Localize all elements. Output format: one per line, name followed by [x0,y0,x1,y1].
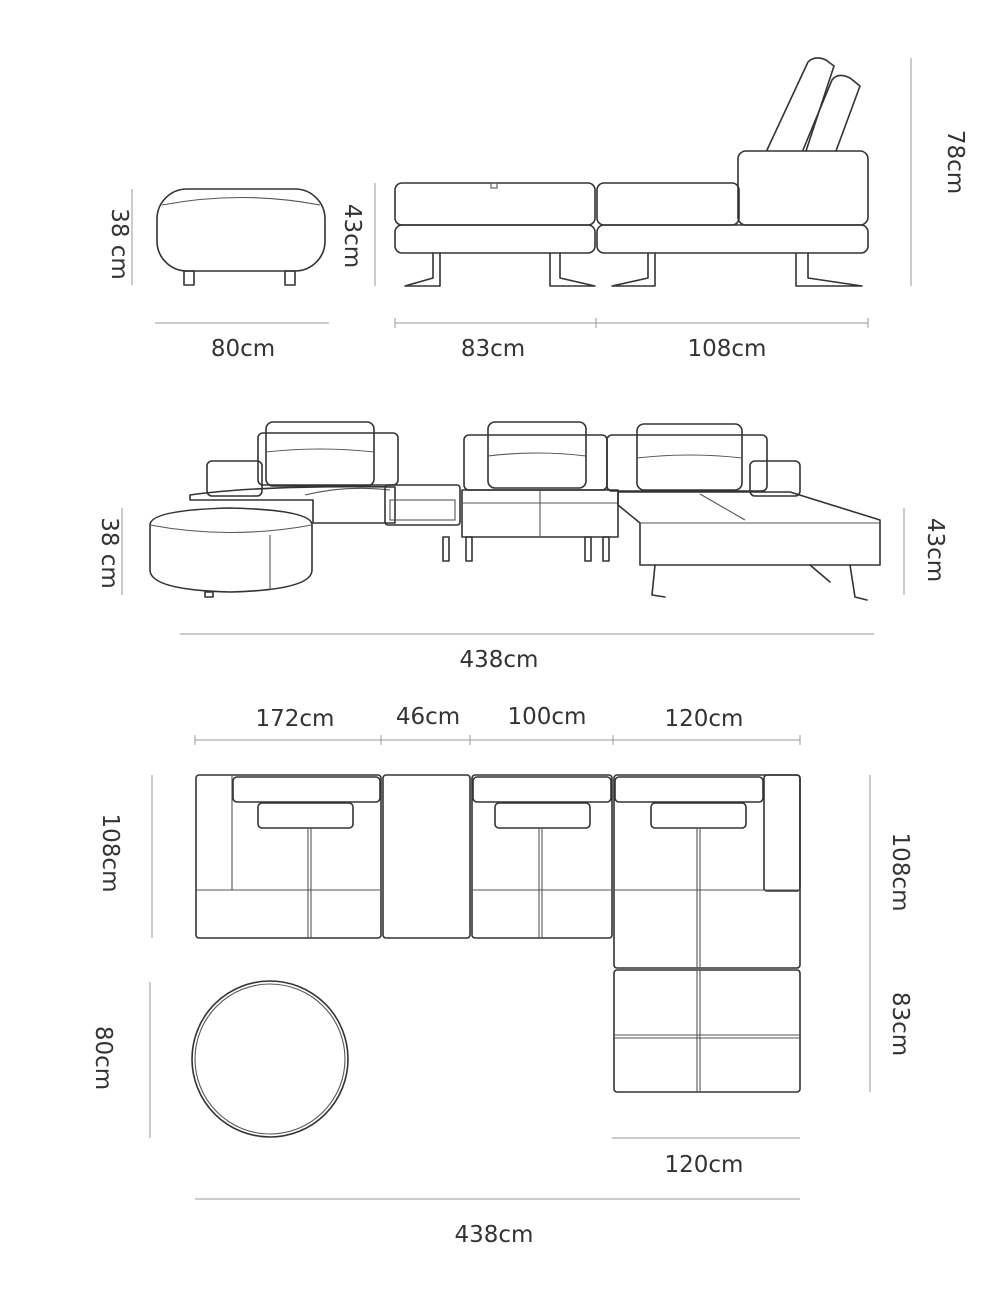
side-ottoman [157,189,325,285]
front-sofa [190,422,880,600]
front-total-width-label: 438cm [459,647,539,673]
top-dimension-lines-upper [195,735,800,745]
top-sofa-plan [196,775,800,1092]
side-seat-height-label: 43cm [339,203,365,269]
side-sofa-height-label: 78cm [942,129,968,195]
top-width-3-label: 100cm [507,704,587,730]
top-total-width-label: 438cm [454,1222,534,1248]
top-width-2-label: 46cm [395,704,461,730]
top-chaise-width-label: 120cm [664,1152,744,1178]
side-section-a-width-label: 83cm [460,336,526,362]
side-dimension-lines [132,58,911,328]
side-ottoman-width-label: 80cm [210,336,276,362]
top-depth-main-left-label: 108cm [97,813,123,893]
top-ottoman [192,981,348,1137]
top-width-1-label: 172cm [255,706,335,732]
side-ottoman-height-label: 38 cm [106,208,132,280]
top-depth-ottoman-label: 80cm [90,1025,116,1091]
top-width-4-label: 120cm [664,706,744,732]
top-depth-main-right-label: 108cm [887,832,913,912]
side-sofa [395,58,868,286]
front-seat-height-label: 43cm [922,517,948,583]
side-section-b-width-label: 108cm [687,336,767,362]
front-ottoman [150,508,312,597]
front-dimension-lines [122,508,904,634]
top-depth-chaise-label: 83cm [887,991,913,1057]
front-ottoman-height-label: 38 cm [96,517,122,589]
